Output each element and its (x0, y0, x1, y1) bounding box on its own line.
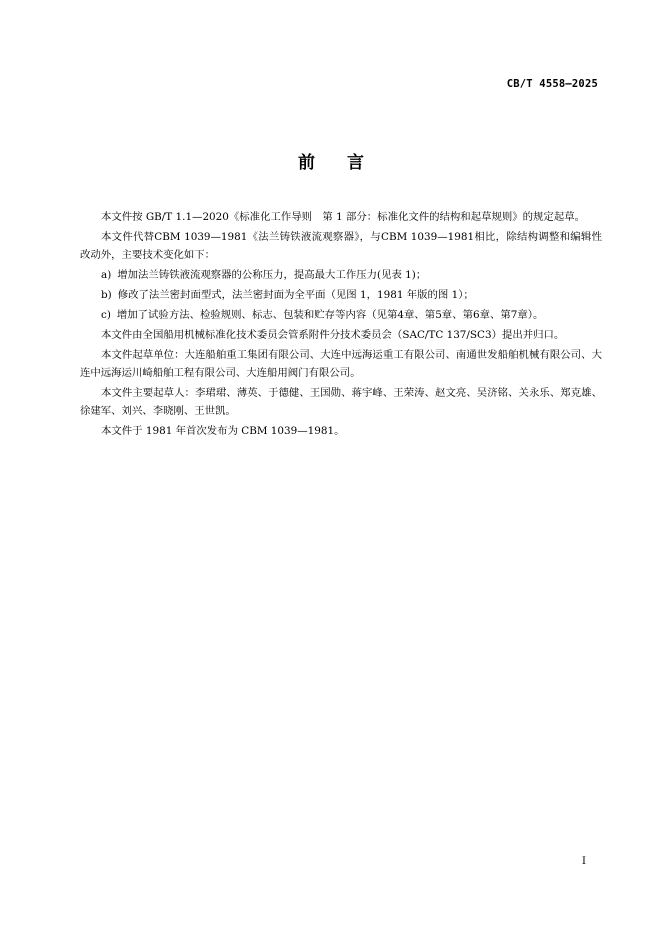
change-item-text: 增加法兰铸铁液流观察器的公称压力，提高最大工作压力(见表 1)； (117, 269, 427, 281)
change-item-b (80, 286, 602, 304)
document-code-header: CB/T 4558—2025 (506, 78, 598, 90)
change-item-text: 增加了试验方法、检验规则、标志、包装和贮存等内容（见第4章、第5章、第6章、第7章）。 (116, 309, 544, 321)
change-item-marker: c) (101, 309, 111, 321)
change-item-marker: a) (101, 269, 112, 281)
foreword-body (80, 208, 602, 442)
paragraph-drafting-rules: 本文件按 GB/T 1.1—2020《标准化工作导则 第 1 部分：标准化文件的结构和起草规则》的规定起草。 (101, 211, 585, 223)
section-title: 前 言 (298, 153, 377, 173)
change-item-a (80, 266, 602, 284)
paragraph-proposer: 本文件由全国船用机械标准化技术委员会管系附件分技术委员会（SAC/TC 137/SC3）提出并归口。 (101, 329, 565, 341)
paragraph-drafters: 本文件主要起草人：李珺珺、薄英、于德健、王国勋、蒋宇峰、王荣涛、赵文亮、吴济铭、关永乐、郑克雄、徐建军、刘兴、李晓刚、王世凯。 (80, 387, 602, 417)
paragraph-history: 本文件于 1981 年首次发布为 CBM 1039—1981。 (101, 425, 345, 437)
change-item-marker: b) (101, 289, 112, 301)
change-item-text: 修改了法兰密封面型式，法兰密封面为全平面（见图 1，1981 年版的图 1）； (117, 289, 474, 301)
change-item-c (80, 306, 602, 324)
paragraph-drafting-organizations: 本文件起草单位：大连船舶重工集团有限公司、大连中远海运重工有限公司、南通世发船舶机械有限公司、大连中远海运川崎船舶工程有限公司、大连船用阀门有限公司。 (80, 349, 602, 379)
paragraph-replacement: 本文件代替CBM 1039—1981《法兰铸铁液流观察器》，与CBM 1039—1981相比，除结构调整和编辑性改动外，主要技术变化如下： (80, 231, 602, 261)
page-number: I (582, 856, 586, 867)
